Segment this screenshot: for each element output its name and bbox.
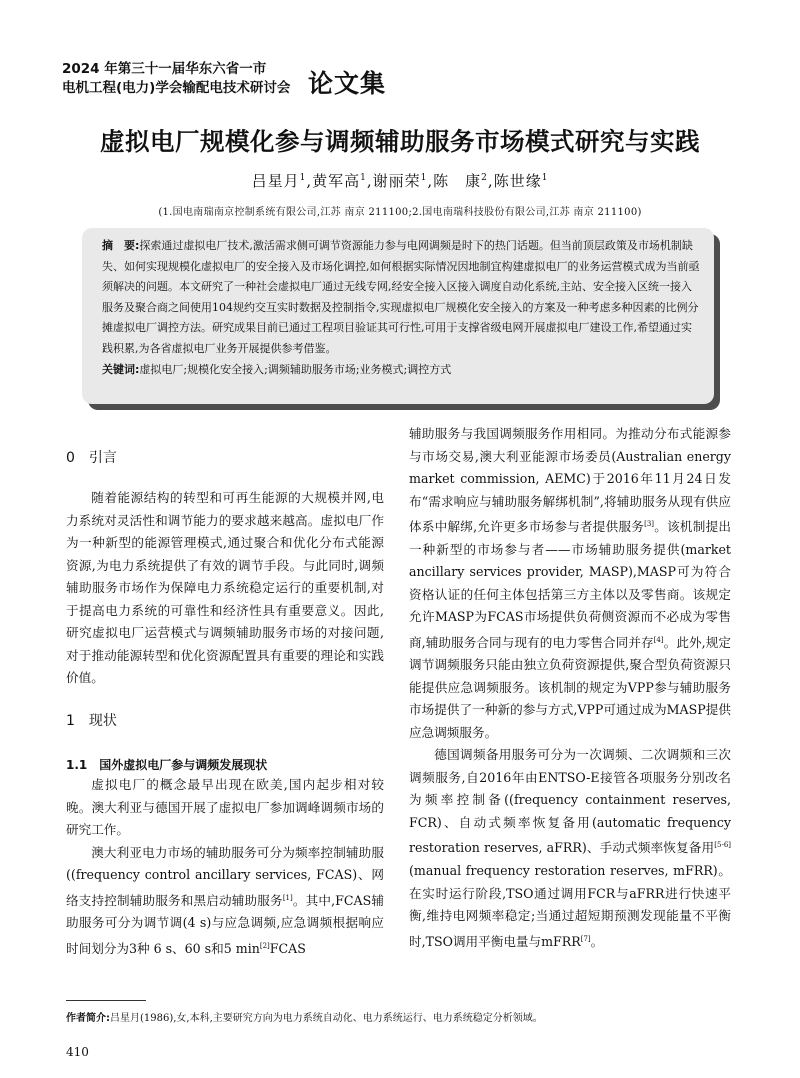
text-run: 德国调频备用服务可分为一次调频、二次调频和三次调频服务,自2016年由ENTSO-E接管各项服务分别改名为频率控制备((frequency containment reserves, FCR)、自动式频率恢复备用(automatic frequency restoration reserves, aFRR)、手动式频率恢复备用 (409, 747, 731, 856)
author-affil-mark: 2 (481, 173, 488, 183)
keywords-text: 虚拟电厂;规模化安全接入;调频辅助服务市场;业务模式;调控方式 (139, 362, 452, 376)
subsection-heading: 1.1 国外虚拟电厂参与调频发展现状 (66, 758, 268, 772)
author-name: 黄军高 (312, 172, 361, 190)
citation: [4] (653, 635, 664, 644)
citation: [7] (580, 934, 591, 943)
footnote-divider (66, 1000, 146, 1001)
affiliation: (1.国电南瑞南京控制系统有限公司,江苏 南京 211100;2.国电南瑞科技股份有限公司,江苏 南京 211100) (158, 207, 642, 218)
text-run: 。此外,规定调节调频服务只能由独立负荷资源提供,聚合型负荷资源只能提供应急调频服务。该机制的规定为VPP参与辅助服务市场提供了一种新的参与方式,VPP可通过成为MASP提供应急调频服务。 (409, 634, 731, 740)
author-name: 陈 康 (433, 172, 482, 190)
author-name: 谢丽荣 (372, 172, 421, 190)
footnote-text: 吕星月(1986),女,本科,主要研究方向为电力系统自动化、电力系统运行、电力系统稳定分析领域。 (110, 1013, 543, 1024)
proceedings-name (62, 60, 290, 98)
abstract (102, 236, 700, 360)
abstract-text: 探索通过虚拟电厂技术,激活需求侧可调节资源能力参与电网调频是时下的热门话题。但当前顶层政策及市场机制缺失、如何实现规模化虚拟电厂的安全接入及市场化调控,如何根据实际情况因地制宜构建虚拟电厂的业务运营模式成为当前亟须解决的问题。本文研究了一种社会虚拟电厂通过无线专网,经安全接入区接入调度自动化系统,主站、安全接入区统一接入服务及聚合商之间使用104规约交互实时数据及控制指令,实现虚拟电厂规模化安全接入的方案及一种考虑多种因素的比例分摊虚拟电厂调控方法。研究成果目前已通过工程项目验证其可行性,可用于支撑省级电网开展虚拟电厂建设工作,希望通过实践积累,为各省虚拟电厂业务开展提供参考借鉴。 (102, 239, 700, 355)
citation: [3] (644, 520, 655, 528)
abstract-label: 摘 要: (102, 239, 140, 252)
section-heading-status: 1 现状 (66, 713, 117, 729)
abstract-box (82, 228, 714, 404)
proceedings-tag: 论文集 (308, 69, 387, 98)
text-run: 。 (590, 933, 604, 949)
author-affil-mark: 1 (541, 173, 549, 183)
keywords-label: 关键词: (102, 362, 140, 376)
author-list: 吕星月$^1$,黄军高$^1$,谢丽荣$^1$,陈 康$^2$,陈世缘$^1$ (251, 172, 549, 190)
paragraph (409, 423, 731, 744)
author-affil-mark: 1 (299, 173, 307, 183)
citation: [5-6] (714, 841, 731, 850)
citation: [2] (259, 941, 270, 950)
status-paragraph-block (66, 774, 384, 960)
author-name: 陈世缘 (493, 172, 542, 190)
keywords (102, 360, 700, 381)
intro-paragraph: 随着能源结构的转型和可再生能源的大规模并网,电力系统对灵活性和调节能力的要求越来越高。虚拟电厂作为一种新型的能源管理模式,通过聚合和优化分布式能源资源,为电力系统提供了有效的调节手段。与此同时,调频辅助服务市场作为保障电力系统稳定运行的重要机制,对于提高电力系统的可靠性和经济性具有重要意义。因此,研究虚拟电厂运营模式与调频辅助服务市场的对接问题,对于推动能源转型和优化资源配置具有重要的理论和实践价值。 (66, 490, 384, 685)
proceedings-header (62, 60, 742, 106)
paragraph (409, 744, 731, 953)
citation: [1] (282, 893, 293, 902)
text-run: 。其中,FCAS辅助服务可分为调节调(4 s)与应急调频,应急调频根据响应时间划分为3种 6 s、60 s和5 min (66, 892, 385, 956)
section-heading-intro: 0 引言 (66, 450, 117, 466)
author-bio-footnote (66, 1009, 746, 1024)
author-affil-mark: 1 (360, 173, 367, 183)
page-number: 410 (66, 1045, 89, 1059)
author-affil-mark: 1 (420, 173, 428, 183)
author-name: 吕星月 (251, 172, 300, 190)
right-column (409, 423, 731, 953)
paper-title: 虚拟电厂规模化参与调频辅助服务市场模式研究与实践 (100, 127, 700, 156)
intro-paragraph-block (66, 487, 384, 690)
text-run: 辅助服务与我国调频服务作用相同。为推动分布式能源参与市场交易,澳大利亚能源市场委员(Australian energy market commission, AEMC)于2016年11月24日发布“需求响应与辅助服务解绑机制”,将辅助服务从现有供应体系中解绑,允许更多市场参与者提供服务 (409, 426, 731, 535)
header-line-1: 2024 年第三十一届华东六省一市 (62, 61, 267, 77)
paragraph: 虚拟电厂的概念最早出现在欧美,国内起步相对较晚。澳大利亚与德国开展了虚拟电厂参加调峰调频市场的研究工作。 (66, 777, 384, 837)
header-line-2: 电机工程(电力)学会输配电技术研讨会 (62, 80, 291, 96)
text-run: 。该机制提出一种新型的市场参与者——市场辅助服务提供(market ancillary services provider, MASP),MASP可为符合资格认证的任何主体包括第三方主体以及零售商。该规定允许MASP为FCAS市场提供负荷侧资源而不必成为零售商,辅助服务合同与现有的电力零售合同并存 (409, 519, 731, 650)
text-run: 澳大利亚电力市场的辅助服务可分为频率控制辅助服((frequency control ancillary services, FCAS)、网络支持控制辅助服务和黑启动辅助服务 (66, 844, 384, 908)
footnote-label: 作者简介: (66, 1013, 110, 1024)
paragraph (66, 842, 384, 961)
text-run: FCAS (269, 940, 306, 956)
text-run: (manual frequency restoration reserves, mFRR)。在实时运行阶段,TSO通过调用FCR与aFRR进行快速平衡,维持电网频率稳定;当通过超短期预测发现能量不平衡时,TSO调用平衡电量与mFRR (409, 863, 731, 949)
